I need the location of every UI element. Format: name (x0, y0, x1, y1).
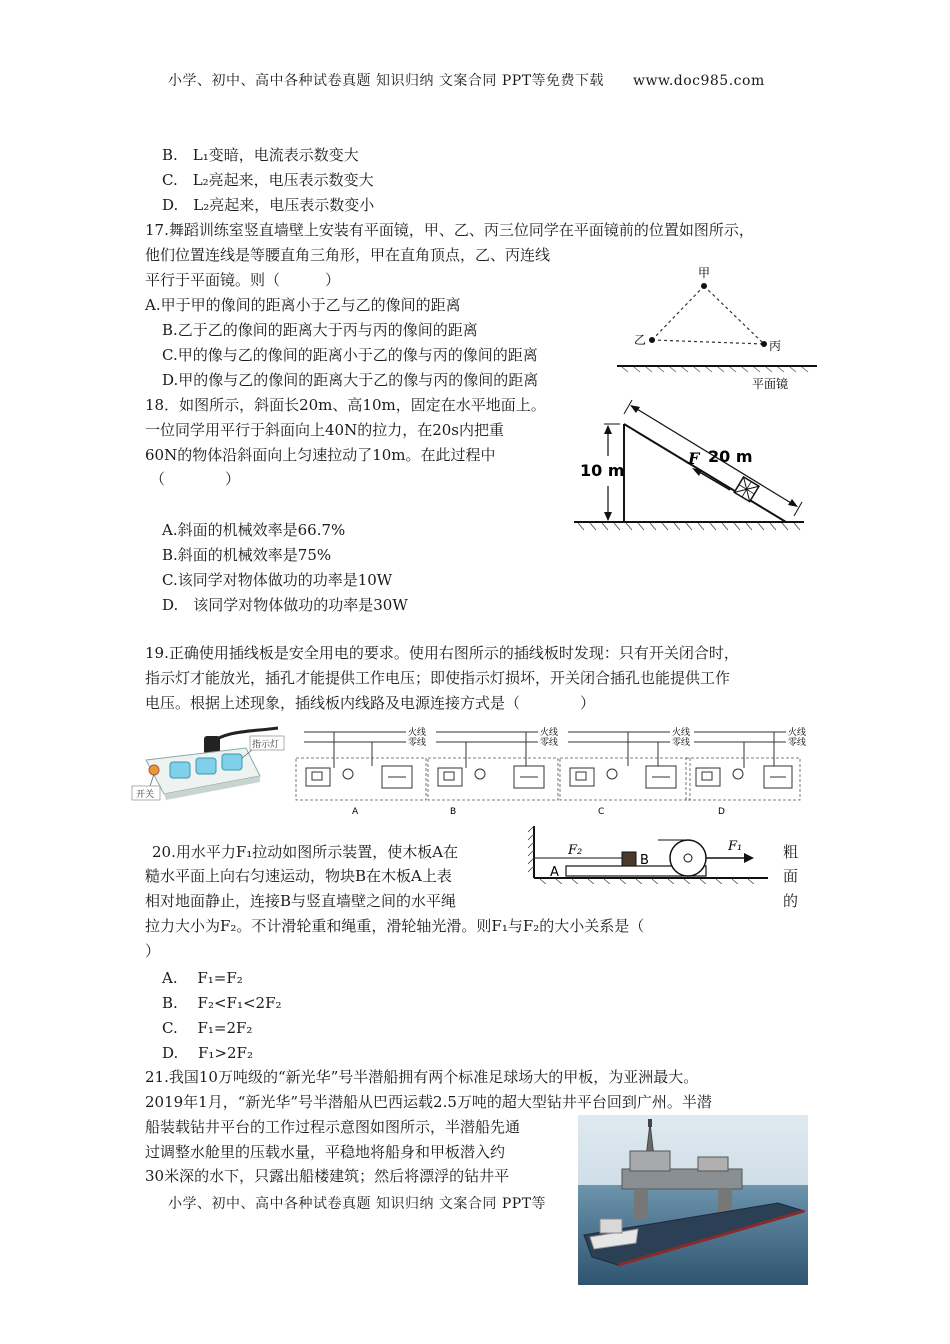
q19-circuit-c (560, 726, 690, 817)
q18-stem-line4: （ ） (150, 470, 241, 488)
q19-c-live: 火线 (672, 728, 691, 738)
q20-option-d: D. F₁>2F₂ (162, 1044, 253, 1062)
q18-option-a: A.斜面的机械效率是66.7% (162, 521, 346, 539)
q17-line-yi-bing (652, 340, 764, 344)
q16-option-c: C. L₂亮起来，电压表示数变大 (162, 171, 374, 189)
q20-stem-line1-right: 粗 (783, 843, 799, 861)
q19-circuit-d (686, 726, 806, 817)
q21-ship-tower (600, 1219, 622, 1233)
q19-stem-line2: 指示灯才能放光，插孔才能提供工作电压；即使指示灯损坏，开关闭合插孔也能提供工作 (145, 669, 731, 687)
q20-block-b (622, 852, 636, 866)
q20-option-b: B. F₂<F₁<2F₂ (162, 994, 282, 1012)
q20-stem-line4: 拉力大小为F₂。不计滑轮重和绳重，滑轮轴光滑。则F₁与F₂的大小关系是（ (145, 917, 645, 935)
q20-option-a: A. F₁=F₂ (162, 969, 243, 987)
q18-length-tick-top (624, 400, 632, 414)
q17-label-bing: 丙 (769, 339, 782, 353)
q18-ground-hatching (578, 523, 800, 530)
q18-incline-slope (624, 424, 786, 522)
q18-option-d: D. 该同学对物体做功的功率是30W (162, 596, 408, 614)
q19-socket-2 (196, 758, 216, 774)
q21-platform-module (698, 1157, 728, 1171)
q19-socket-1 (170, 762, 190, 778)
q19-circuit-options (288, 722, 810, 818)
q19-b-live: 火线 (540, 728, 559, 738)
q20-stem-line2-left: 糙水平面上向右匀速运动，物块B在木板A上表 (145, 867, 452, 885)
q21-platform-deck (622, 1169, 742, 1189)
q16-option-d: D. L₂亮起来，电压表示数变小 (162, 196, 375, 214)
q17-option-c: C.甲的像与乙的像间的距离小于乙的像与丙的像间的距离 (162, 346, 538, 364)
q20-stem-line1-left: 20.用水平力F₁拉动如图所示装置，使木板A在 (152, 843, 459, 861)
q21-platform-building (630, 1151, 670, 1171)
q21-stem-line3: 船装载钻井平台的工作过程示意图如图所示，半潜船先通 (145, 1118, 521, 1136)
q19-stem-line3: 电压。根据上述现象，插线板内线路及电源连接方式是（ ） (145, 694, 596, 712)
q19-d-live: 火线 (788, 728, 807, 738)
q17-line-jia-bing (704, 286, 764, 344)
q18-height-arrowhead-down (604, 512, 612, 521)
q21-derrick-top (648, 1119, 652, 1127)
page-header: 小学、初中、高中各种试卷真题 知识归纳 文案合同 PPT等免费下载 www.doc985.com (168, 73, 765, 89)
q19-switch-label: 开关 (136, 790, 155, 800)
q19-d-neutral: 零线 (788, 738, 807, 748)
q20-stem-line5: ） (145, 942, 161, 960)
q21-column-1 (634, 1189, 648, 1219)
q18-length-arrowhead-top (630, 405, 640, 413)
q19-b-neutral: 零线 (540, 738, 559, 748)
q17-line-jia-yi (652, 286, 704, 340)
q18-label-height: 10 m (580, 461, 625, 480)
q19-b-label: B (450, 807, 457, 817)
q21-stem-line4: 过调整水舱里的压载水量，平稳地将船身和甲板潜入约 (145, 1143, 506, 1161)
q19-stem-line1: 19.正确使用插线板是安全用电的要求。使用右图所示的插线板时发现：只有开关闭合时， (145, 644, 739, 662)
q20-option-c: C. F₁=2F₂ (162, 1019, 253, 1037)
q17-label-jia: 甲 (698, 266, 711, 280)
q19-circuit-b (428, 726, 558, 817)
q20-stem-line2-right: 面 (783, 867, 799, 885)
q17-option-a: A.甲于甲的像间的距离小于乙与乙的像间的距离 (145, 296, 461, 314)
q19-switch (149, 765, 159, 775)
q18-option-b: B.斜面的机械效率是75% (162, 546, 332, 564)
q20-stem-line3-right: 的 (783, 892, 799, 910)
q21-stem-line1: 21.我国10万吨级的“新光华”号半潜船拥有两个标准足球场大的甲板，为亚洲最大。 (145, 1068, 699, 1086)
q17-option-b: B.乙于乙的像间的距离大于丙与丙的像间的距离 (162, 321, 478, 339)
q20-ground-hatching (540, 879, 754, 884)
q20-force-f1-arrowhead (744, 853, 754, 863)
q19-indicator-label: 指示灯 (252, 740, 280, 750)
q17-option-d: D.甲的像与乙的像间的距离大于乙的像与丙的像间的距离 (162, 371, 539, 389)
q18-height-arrowhead-up (604, 425, 612, 434)
q18-stem-line2: 一位同学用平行于斜面向上40N的拉力，在20s内把重 (145, 421, 504, 439)
q16-option-b: B. L₁变暗，电流表示数变大 (162, 146, 359, 164)
q19-socket-3 (222, 754, 242, 770)
q20-label-a: A (550, 865, 559, 880)
q20-label-b: B (640, 853, 649, 868)
q20-label-f1: F₁ (728, 839, 743, 854)
q19-a-neutral: 零线 (408, 738, 427, 748)
q18-length-arrowhead-bottom (788, 499, 798, 507)
q18-stem-line3: 60N的物体沿斜面向上匀速拉动了10m。在此过程中 (145, 446, 496, 464)
q19-a-label: A (352, 807, 359, 817)
q18-incline-figure (572, 392, 808, 544)
q19-switch-pointer (150, 774, 154, 786)
q17-point-yi (649, 337, 655, 343)
q17-stem-line3: 平行于平面镜。则（ ） (145, 271, 341, 289)
q20-label-f2: F₂ (568, 843, 583, 858)
q21-stem-line2: 2019年1月，“新光华”号半潜船从巴西运载2.5万吨的超大型钻井平台回到广州。半潜 (145, 1093, 712, 1111)
q18-label-length: 20 m (708, 447, 753, 466)
q21-ship-photo (578, 1115, 808, 1285)
q17-mirror-figure (612, 262, 822, 392)
q19-a-live: 火线 (408, 728, 427, 738)
q17-point-jia (701, 283, 707, 289)
q18-label-force: F (688, 449, 700, 468)
q17-stem-line1: 17.舞蹈训练室竖直墙壁上安装有平面镜，甲、乙、丙三位同学在平面镜前的位置如图所示， (145, 221, 754, 239)
q18-option-c: C.该同学对物体做功的功率是10W (162, 571, 393, 589)
q19-c-neutral: 零线 (672, 738, 691, 748)
q19-circuit-a (296, 726, 426, 817)
page-footer: 小学、初中、高中各种试卷真题 知识归纳 文案合同 PPT等 (168, 1196, 547, 1212)
q17-stem-line2: 他们位置连线是等腰直角三角形，甲在直角顶点，乙、丙连线 (145, 246, 551, 264)
q17-point-bing (761, 341, 767, 347)
q20-stem-line3-left: 相对地面静止，连接B与竖直墙壁之间的水平绳 (145, 892, 457, 910)
q21-stem-line5: 30米深的水下，只露出船楼建筑；然后将漂浮的钻井平 (145, 1167, 510, 1185)
q18-force-arrow (696, 470, 730, 490)
q19-power-strip-figure (128, 722, 286, 806)
q20-pulley-figure (528, 822, 774, 884)
q17-label-mirror: 平面镜 (752, 377, 789, 391)
q19-d-label: D (718, 807, 725, 817)
q17-label-yi: 乙 (634, 333, 647, 347)
q19-c-label: C (598, 807, 605, 817)
q17-mirror-hatching (622, 367, 808, 372)
q20-pulley-axle (684, 854, 692, 862)
q18-stem-line1: 18．如图所示，斜面长20m、高10m，固定在水平地面上。 (145, 396, 546, 414)
